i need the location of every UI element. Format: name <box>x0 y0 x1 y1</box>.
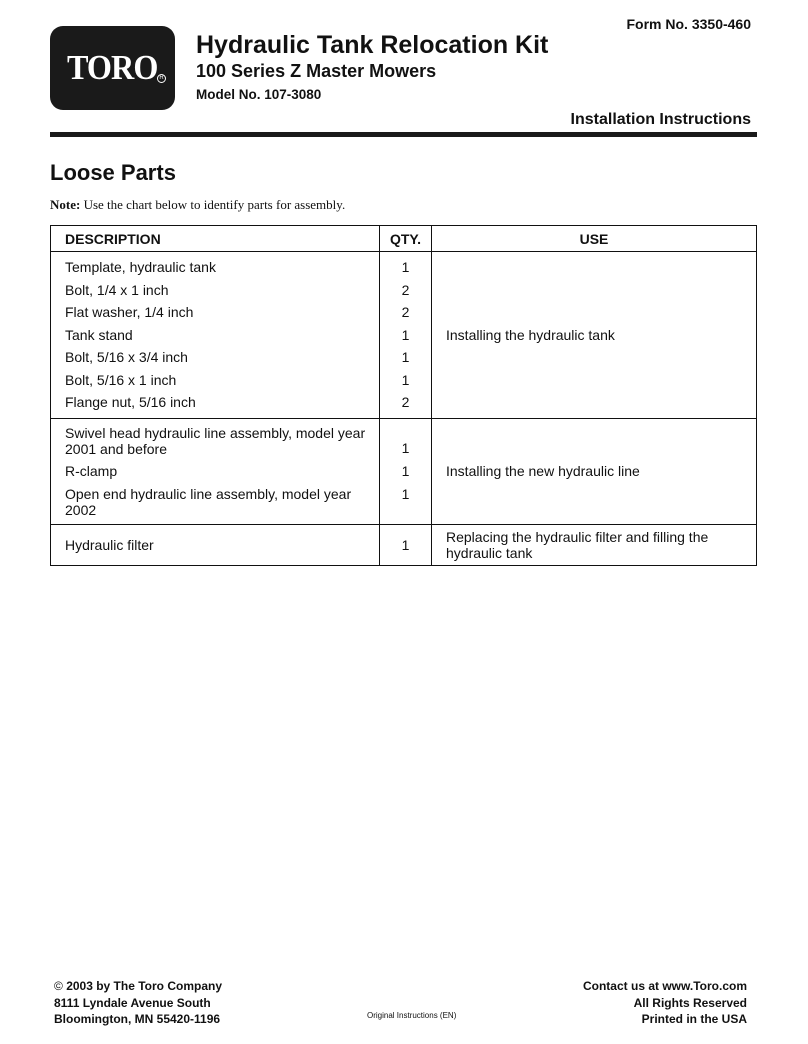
copyright-text: 2003 by The Toro Company <box>66 979 222 993</box>
rights-line: All Rights Reserved <box>633 995 747 1010</box>
part-qty: 2 <box>401 304 410 321</box>
contact-line: Contact us at www.Toro.com <box>582 979 747 993</box>
description-cell <box>51 252 380 419</box>
table-row <box>51 524 757 565</box>
address-line-1: 8111 Lyndale Avenue South <box>54 995 211 1010</box>
part-qty: 1 <box>401 349 410 366</box>
logo-wordmark: TORO <box>67 48 158 87</box>
document-subtitle: 100 Series Z Master Mowers <box>196 61 437 81</box>
table-header-row <box>51 226 757 252</box>
part-description: Flange nut, 5/16 inch <box>65 394 196 411</box>
copyright-line <box>54 978 222 995</box>
original-instructions-label: Original Instructions (EN) <box>367 1011 457 1020</box>
part-qty: 1 <box>401 463 410 479</box>
part-description: R-clamp <box>65 463 118 479</box>
part-description: Template, hydraulic tank <box>65 258 216 275</box>
part-qty: 1 <box>401 371 410 388</box>
part-description: Flat washer, 1/4 inch <box>65 304 194 321</box>
loose-parts-table <box>50 225 757 566</box>
header-use: USE <box>432 226 757 252</box>
part-description: Tank stand <box>65 326 133 343</box>
copyright-block <box>54 978 222 1028</box>
contact-block <box>583 978 747 1028</box>
note-text: Use the chart below to identify parts for assembly. <box>83 197 346 212</box>
description-cell <box>51 419 380 525</box>
use-cell: Replacing the hydraulic filter and filling the hydraulic tank <box>432 524 757 565</box>
part-description: Bolt, 1/4 x 1 inch <box>65 281 169 298</box>
part-qty: 1 <box>401 258 410 275</box>
part-qty: 1 <box>401 485 410 502</box>
installation-instructions-label: Installation Instructions <box>570 111 751 128</box>
header-divider <box>50 132 757 137</box>
header-qty: QTY. <box>380 226 432 252</box>
part-qty: 1 <box>401 440 410 456</box>
qty-cell <box>380 419 432 525</box>
part-description: Open end hydraulic line assembly, model year 2002 <box>65 485 352 518</box>
description-cell: Hydraulic filter <box>51 524 380 565</box>
address-line-2: Bloomington, MN 55420-1196 <box>54 1012 221 1026</box>
qty-cell: 1 <box>380 524 432 565</box>
toro-logo <box>50 26 175 110</box>
printed-line: Printed in the USA <box>641 1012 747 1026</box>
model-number: Model No. 107-3080 <box>196 87 322 102</box>
part-description: Swivel head hydraulic line assembly, model year 2001 and before <box>65 425 366 457</box>
use-cell: Installing the hydraulic tank <box>432 252 757 419</box>
part-qty: 1 <box>401 326 410 343</box>
part-qty: 2 <box>401 394 410 411</box>
header-description: DESCRIPTION <box>51 226 380 252</box>
use-cell: Installing the new hydraulic line <box>432 419 757 525</box>
document-title: Hydraulic Tank Relocation Kit <box>196 31 549 59</box>
copyright-icon: © <box>54 979 63 993</box>
section-title: Loose Parts <box>50 160 176 185</box>
table-row <box>51 419 757 525</box>
qty-cell <box>380 252 432 419</box>
part-qty: 2 <box>401 281 410 298</box>
note <box>50 196 345 214</box>
registered-mark-icon: R <box>157 74 166 83</box>
table-row <box>51 252 757 419</box>
note-label: Note: <box>50 197 81 212</box>
part-description: Bolt, 5/16 x 3/4 inch <box>65 349 188 366</box>
part-description: Bolt, 5/16 x 1 inch <box>65 371 177 388</box>
form-number: Form No. 3350-460 <box>626 16 751 32</box>
